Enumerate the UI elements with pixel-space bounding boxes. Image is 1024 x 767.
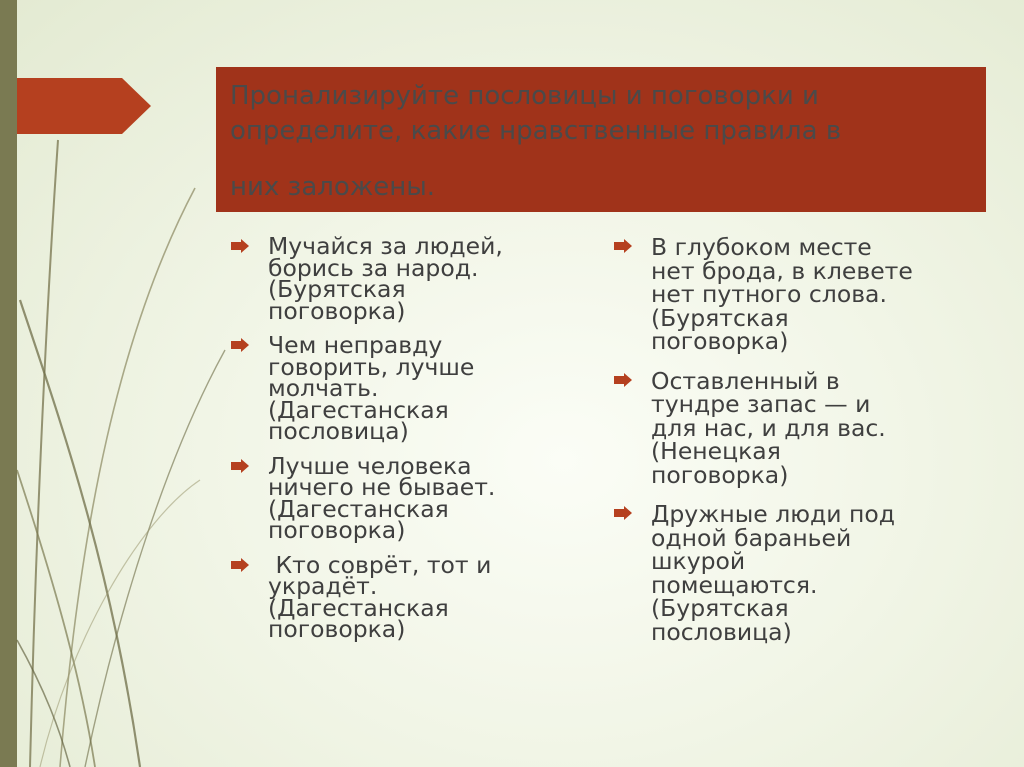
proverb-line: ничего не бывает. xyxy=(268,473,496,501)
proverb-line: молчать. xyxy=(268,374,379,402)
proverb-line: (Дагестанская xyxy=(268,395,449,424)
proverb-line: говорить, лучше xyxy=(268,352,475,381)
proverb-line: одной бараньей xyxy=(651,523,852,552)
proverb-line: нет путного слова. xyxy=(651,280,887,308)
proverb-line: шкурой xyxy=(651,547,746,575)
grass-stroke xyxy=(60,188,195,767)
arrow-bullet-icon xyxy=(613,373,633,387)
proverb-line: помещаются. xyxy=(651,570,818,599)
proverb-line: поговорка) xyxy=(268,516,406,544)
arrow-bullet-icon xyxy=(613,506,633,520)
proverb-line: нет брода, в клевете xyxy=(651,256,913,285)
grass-stroke xyxy=(30,140,58,767)
slide-title xyxy=(230,79,972,205)
left-proverb-list xyxy=(226,232,556,654)
proverb-line: поговорка) xyxy=(651,460,789,489)
proverb-line: Мучайся за людей, xyxy=(268,232,503,260)
title-line: определите, какие нравственные правила в xyxy=(230,116,842,146)
proverb-line: (Дагестанская xyxy=(268,593,449,622)
proverb-item xyxy=(609,233,969,355)
proverb-line: для нас, и для вас. xyxy=(651,413,886,442)
proverb-line: (Дагестанская xyxy=(268,494,449,523)
proverb-item xyxy=(226,550,556,643)
proverb-line: тундре запас — и xyxy=(651,390,871,418)
arrow-banner-shape xyxy=(17,78,151,134)
grass-stroke xyxy=(85,350,225,767)
proverb-line: Кто соврёт, тот и xyxy=(268,550,492,579)
right-proverb-list xyxy=(609,233,969,660)
proverb-line: Чем неправду xyxy=(268,331,443,359)
proverb-line: украдёт. xyxy=(268,572,378,600)
proverb-line: (Бурятская xyxy=(268,275,406,303)
proverb-line: (Бурятская xyxy=(651,303,789,332)
proverb-line: борись за народ. xyxy=(268,253,479,282)
proverb-line: поговорка) xyxy=(268,615,406,643)
arrow-bullet-icon xyxy=(613,239,633,253)
grass-stroke xyxy=(17,470,95,767)
arrow-bullet-icon xyxy=(230,239,250,253)
proverb-item xyxy=(226,331,556,445)
proverb-item xyxy=(226,232,556,325)
proverb-line: (Ненецкая xyxy=(651,437,781,465)
proverb-line: пословица) xyxy=(268,417,409,445)
grass-stroke xyxy=(20,300,140,767)
title-line: Пронализируйте пословицы и поговорки и xyxy=(230,81,819,111)
arrow-bullet-icon xyxy=(230,558,250,572)
arrow-bullet-icon xyxy=(230,459,250,473)
title-banner xyxy=(216,67,986,212)
proverb-line: (Бурятская xyxy=(651,594,789,622)
proverb-line: Оставленный в xyxy=(651,366,840,395)
title-line: них заложены. xyxy=(230,172,436,202)
proverb-line: поговорка) xyxy=(268,296,406,325)
left-edge-strip xyxy=(0,0,17,767)
proverb-line: поговорка) xyxy=(651,327,789,355)
proverb-line: пословица) xyxy=(651,617,792,646)
proverb-line: Дружные люди под xyxy=(651,500,895,528)
grass-stroke xyxy=(40,480,200,767)
proverb-item xyxy=(609,366,969,489)
proverb-line: Лучше человека xyxy=(268,451,472,480)
arrow-bullet-icon xyxy=(230,338,250,352)
proverb-item xyxy=(609,500,969,646)
proverb-line: В глубоком месте xyxy=(651,233,872,261)
grass-stroke xyxy=(17,640,70,767)
proverb-item xyxy=(226,451,556,544)
